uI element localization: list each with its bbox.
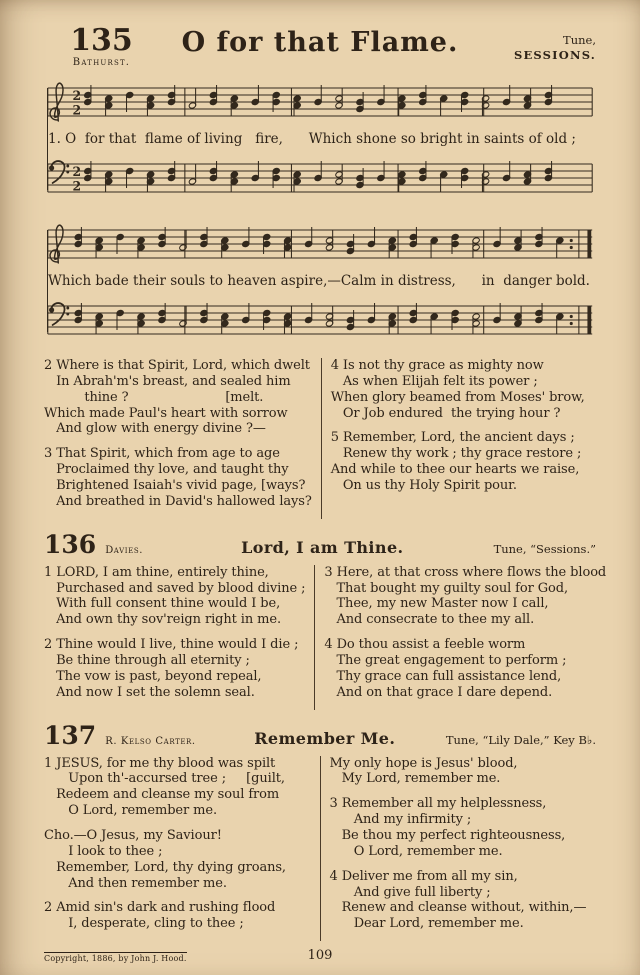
verse: 5 Remember, Lord, the ancient days ; Renew thy work ; thy grace restore ; And while to thee our hearts we raise, On us thy Holy Spirit pour. xyxy=(330,430,582,494)
svg-text:2: 2 xyxy=(72,87,82,103)
verse: 3 Here, at that cross where flows the blood That bought my guilty soul for God, Thee, my new Master now I call, And consecrate to thee my all. xyxy=(324,564,607,628)
verse: 2 Thine would I live, thine would I die ; Be thine through all eternity ; The vow is past, beyond repeal, And now I set the solemn seal. xyxy=(44,637,299,700)
treble-staff-notation xyxy=(44,74,596,128)
hymn-137-header xyxy=(44,720,596,750)
hymn-137-verses xyxy=(44,756,596,942)
hymn-137-tune: Tune, “Lily Dale,” Key B♭. xyxy=(445,732,596,747)
hymn-135-tune-block xyxy=(481,26,596,63)
score-lyric-line-2: Which bade their souls to heaven aspire,—Calm in distress, in danger bold. xyxy=(48,273,590,289)
column-divider xyxy=(314,565,315,710)
verse: 4 Do thou assist a feeble worm The great engagement to perform ; Thy grace can full assistance lend, And on that grace I dare depend. xyxy=(324,637,567,700)
hymn-136-number: 136 xyxy=(44,529,97,559)
page-footer xyxy=(44,948,596,963)
svg-text:2: 2 xyxy=(72,178,82,194)
verse: 1 LORD, I am thine, entirely thine, Purchased and saved by blood divine ; With full consent thine would I be, And own thy sov'reign right in me. xyxy=(44,564,306,628)
hymn-137-left-column xyxy=(44,756,311,942)
verse: 4 Deliver me from all my sin, And give full liberty ; Renew and cleanse without, within,— Dear Lord, remember me. xyxy=(329,868,587,932)
hymn-135-header xyxy=(44,23,596,68)
verse: 2 Where is that Spirit, Lord, which dwelt In Abrah'm's breast, and sealed him thine ? [melt. Which made Paul's heart with sorrow And glow with energy divine ?— xyxy=(44,358,310,437)
column-divider xyxy=(320,756,321,942)
treble-staff-notation xyxy=(44,216,596,270)
svg-text:2: 2 xyxy=(72,163,82,179)
hymn-136-verses xyxy=(44,564,607,710)
hymn-136-header xyxy=(44,529,596,559)
hymn-136-left-column xyxy=(44,565,305,710)
hymn-136-tune: Tune, “Sessions.” xyxy=(493,541,596,556)
hymn-135-tune-name: SESSIONS. xyxy=(513,47,596,62)
hymn-135-title: O for that Flame. xyxy=(181,27,459,58)
page-number: 109 xyxy=(307,948,333,963)
music-system-1 xyxy=(44,74,596,204)
verse: 4 Is not thy grace as mighty now As when Elijah felt its power ; When glory beamed from Moses' brow, Or Job endured the trying hour ? xyxy=(330,358,585,421)
hymn-137-number: 137 xyxy=(44,720,97,750)
verse-continuation: My only hope is Jesus' blood, My Lord, remember me. xyxy=(329,755,518,787)
hymn-137-author: R. Kelso Carter. xyxy=(105,735,196,747)
hymn-137-right-column xyxy=(330,756,597,942)
music-system-2 xyxy=(44,216,596,346)
hymn-136-title: Lord, I am Thine. xyxy=(241,537,404,557)
verse: 2 Amid sin's dark and rushing flood I, desperate, cling to thee ; xyxy=(44,900,276,932)
hymn-135-author: Bathurst. xyxy=(72,57,131,68)
svg-text:2: 2 xyxy=(72,102,82,118)
score-lyric-line-1: 1. O for that flame of living fire, Which shone so bright in saints of old ; xyxy=(48,131,576,147)
chorus: Cho.—O Jesus, my Saviour! I look to thee ; Remember, Lord, thy dying groans, And then remember me. xyxy=(44,828,286,891)
hymn-137-title: Remember Me. xyxy=(254,728,396,748)
hymn-135-number: 135 xyxy=(70,23,133,58)
verse: 3 Remember all my helplessness, And my infirmity ; Be thou my perfect righteousness, O Lord, remember me. xyxy=(329,796,566,859)
verse: 3 That Spirit, which from age to age Proclaimed thy love, and taught thy Brightened Isaiah's vivid page, [ways? And breathed in David's hallowed lays? xyxy=(44,446,312,509)
hymn-135-left-column xyxy=(44,358,312,519)
copyright-notice: Copyright, 1886, by John J. Hood. xyxy=(44,954,187,963)
hymn-135-verses xyxy=(44,358,596,519)
bass-staff-notation xyxy=(44,292,596,346)
verse: 1 JESUS, for me thy blood was spilt Upon th'-accursed tree ; [guilt, Redeem and cleanse my soul from O Lord, remember me. xyxy=(44,755,285,819)
column-divider xyxy=(321,358,322,519)
hymn-135-right-column xyxy=(331,358,596,519)
hymn-136-right-column xyxy=(324,565,606,710)
hymn-136-author: Davies. xyxy=(105,544,144,556)
bass-staff-notation xyxy=(44,150,596,204)
hymn-135-tune-label: Tune, xyxy=(563,33,596,47)
hymn-135-number-block xyxy=(44,23,159,68)
